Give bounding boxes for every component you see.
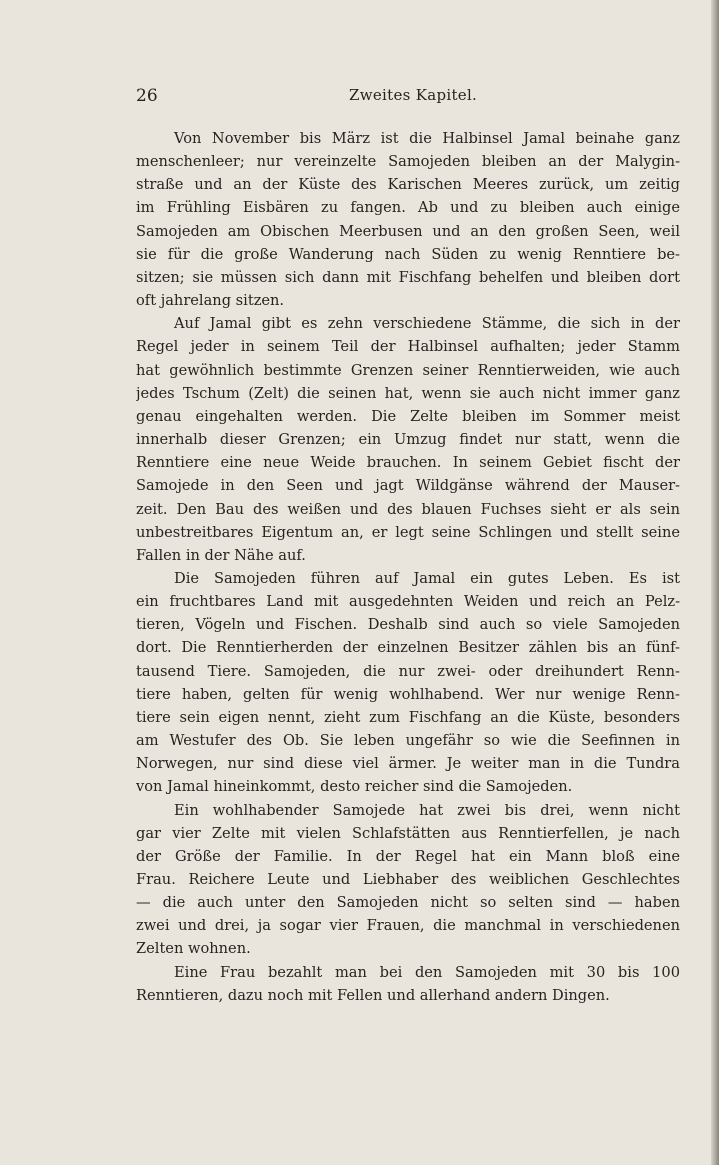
text-line: Renntieren, dazu noch mit Fellen und allerhand andern Dingen. [136,986,610,1004]
text-line: im Frühling Eisbären zu fangen. Ab und zu bleiben auch einige [136,199,680,217]
text-line: hat gewöhnlich bestimmte Grenzen seiner Renntierweiden, wie auch [136,361,680,379]
text-line: sitzen; sie müssen sich dann mit Fischfang behelfen und bleiben dort [136,268,680,286]
page-number: 26 [136,86,158,106]
text-line: Samojeden am Obischen Meerbusen und an den großen Seen, weil [136,222,680,240]
paragraph [136,799,680,961]
text-line: am Westufer des Ob. Sie leben ungefähr so wie die Seefinnen in [136,732,680,750]
text-line: Fallen in der Nähe auf. [136,546,306,564]
page-header [136,86,679,110]
paragraph [136,312,680,567]
text-line: Von November bis März ist die Halbinsel Jamal beinahe ganz [174,130,680,147]
paragraph [136,961,680,1007]
text-line: zwei und drei, ja sogar vier Frauen, die manchmal in verschiedenen [136,917,680,935]
text-line: ein fruchtbares Land mit ausgedehnten Weiden und reich an Pelz- [136,593,680,611]
text-line: Die Samojeden führen auf Jamal ein gutes Leben. Es ist [174,569,680,587]
paragraph [136,127,680,312]
body-text [136,127,680,1007]
running-head: Zweites Kapitel. [349,86,478,104]
text-line: der Größe der Familie. In der Regel hat ein Mann bloß eine [136,847,680,865]
page-edge [711,0,719,1165]
text-line: Samojede in den Seen und jagt Wildgänse während der Mauser- [136,477,680,495]
text-line: genau eingehalten werden. Die Zelte bleiben im Sommer meist [136,407,680,425]
text-line: unbestreitbares Eigentum an, er legt seine Schlingen und stellt seine [136,523,680,541]
text-line: oft jahrelang sitzen. [136,292,285,310]
text-line: Ein wohlhabender Samojede hat zwei bis drei, wenn nicht [174,801,680,819]
text-line: dort. Die Renntierherden der einzelnen Besitzer zählen bis an fünf- [136,639,680,657]
text-line: Auf Jamal gibt es zehn verschiedene Stämme, die sich in der [174,315,680,333]
text-line: Eine Frau bezahlt man bei den Samojeden mit 30 bis 100 [174,963,680,981]
text-line: Regel jeder in seinem Teil der Halbinsel aufhalten; jeder Stamm [136,338,680,356]
text-line: sie für die große Wanderung nach Süden zu wenig Renntiere be- [136,245,680,263]
text-line: Zelten wohnen. [136,940,251,958]
text-line: zeit. Den Bau des weißen und des blauen Fuchses sieht er als sein [136,500,680,518]
text-line: Norwegen, nur sind diese viel ärmer. Je weiter man in die Tundra [136,755,680,773]
text-line: von Jamal hineinkommt, desto reicher sind die Samojeden. [136,778,573,796]
text-line: Renntiere eine neue Weide brauchen. In seinem Gebiet fischt der [136,454,680,472]
text-line: tiere sein eigen nennt, zieht zum Fischfang an die Küste, besonders [136,708,680,726]
text-line: tausend Tiere. Samojeden, die nur zwei- oder dreihundert Renn- [136,662,680,680]
text-line: innerhalb dieser Grenzen; ein Umzug findet nur statt, wenn die [136,431,680,449]
paragraph [136,567,680,799]
text-line: straße und an der Küste des Karischen Meeres zurück, um zeitig [136,176,680,194]
text-line: Frau. Reichere Leute und Liebhaber des weiblichen Geschlechtes [136,871,680,888]
text-line: tieren, Vögeln und Fischen. Deshalb sind auch so viele Samojeden [136,616,680,634]
text-line: gar vier Zelte mit vielen Schlafstätten aus Renntierfellen, je nach [136,824,680,842]
text-line: tiere haben, gelten für wenig wohlhabend. Wer nur wenige Renn- [136,685,680,703]
text-line: jedes Tschum (Zelt) die seinen hat, wenn sie auch nicht immer ganz [136,384,680,402]
text-line: — die auch unter den Samojeden nicht so selten sind — haben [136,894,680,912]
text-line: menschenleer; nur vereinzelte Samojeden bleiben an der Malygin- [136,153,680,171]
